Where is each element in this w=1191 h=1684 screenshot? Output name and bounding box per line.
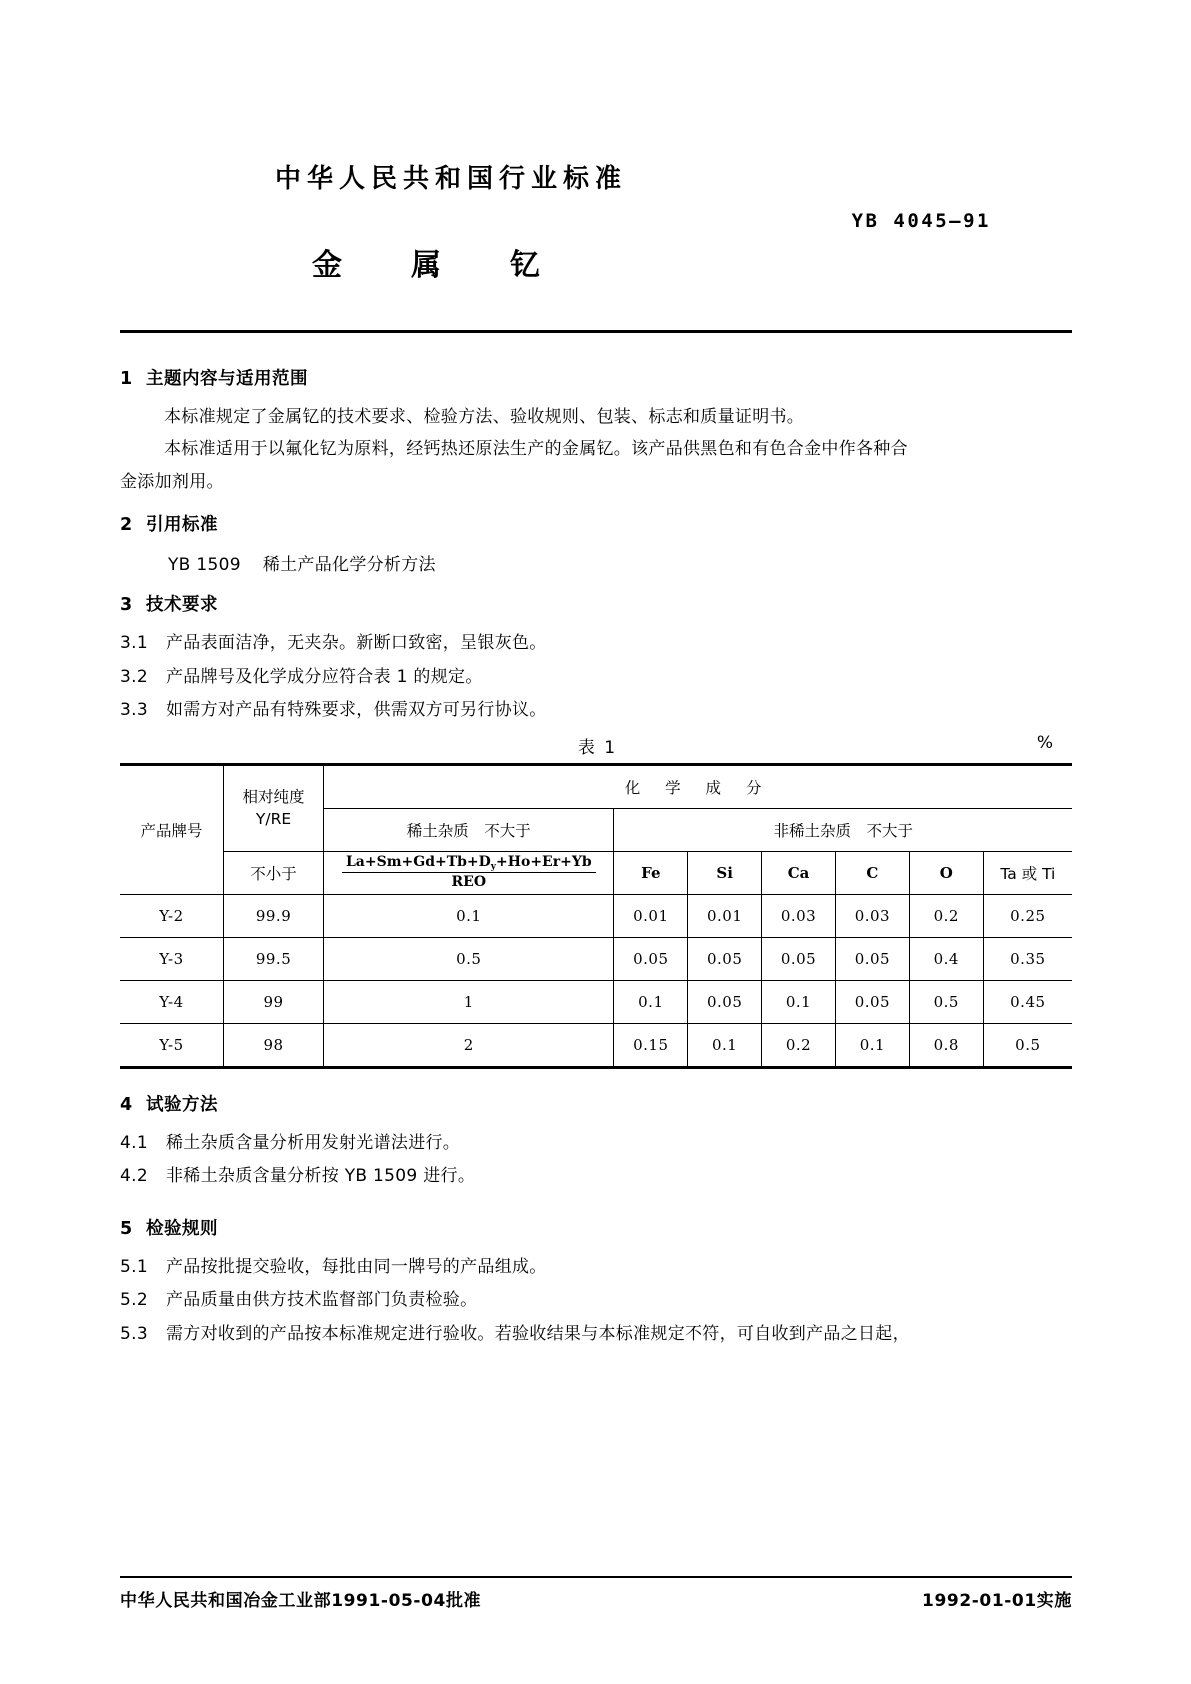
formula-denominator: REO <box>451 874 487 891</box>
clause-3-2 <box>120 664 1075 692</box>
cell-si: 0.05 <box>688 937 762 980</box>
section-title-2: 引用标准 <box>146 515 218 536</box>
header-relative-purity <box>223 764 323 851</box>
clause-text-5-3: 需方对收到的产品按本标准规定进行验收。若验收结果与本标准规定不符，可自收到产品之日起， <box>166 1323 910 1344</box>
section-title-3: 技术要求 <box>146 595 218 616</box>
header-rare-earth-impurity: 稀土杂质 不大于 <box>324 808 614 851</box>
clause-number-5-2: 5.2 <box>120 1290 148 1311</box>
header-rare-earth-formula <box>324 851 614 894</box>
cell-brand: Y-5 <box>120 1023 223 1067</box>
section-1-paragraph-3: 金添加剂用。 <box>120 471 224 492</box>
clause-5-3 <box>120 1321 1075 1349</box>
table-header-row-1 <box>120 764 1072 808</box>
clause-text-3-2: 产品牌号及化学成分应符合表 1 的规定。 <box>166 666 483 687</box>
cell-c: 0.03 <box>835 894 909 937</box>
referenced-standard-id: YB 1509 <box>168 555 241 576</box>
cell-purity: 99.5 <box>223 937 323 980</box>
section-heading-3 <box>120 591 1075 616</box>
section-number-4: 4 <box>120 1094 133 1115</box>
referenced-standard <box>120 550 1075 575</box>
cell-re-sum: 0.1 <box>324 894 614 937</box>
cell-re-sum: 1 <box>324 980 614 1023</box>
cell-purity: 99.9 <box>223 894 323 937</box>
cell-ta-or-ti: 0.45 <box>983 980 1072 1023</box>
clause-4-1 <box>120 1130 1075 1158</box>
clause-text-5-1: 产品按批提交验收，每批由同一牌号的产品组成。 <box>166 1256 547 1277</box>
cell-ca: 0.03 <box>762 894 836 937</box>
cell-ta-or-ti: 0.35 <box>983 937 1072 980</box>
formula-numerator-pre: La+Sm+Gd+Tb+D <box>345 853 491 870</box>
section-number-5: 5 <box>120 1218 133 1239</box>
cell-fe: 0.01 <box>614 894 688 937</box>
cell-purity: 99 <box>223 980 323 1023</box>
clause-3-3 <box>120 697 1075 725</box>
chemical-composition-table <box>120 763 1072 1069</box>
cell-fe: 0.15 <box>614 1023 688 1067</box>
section-title-5: 检验规则 <box>146 1218 218 1239</box>
cell-brand: Y-2 <box>120 894 223 937</box>
cell-fe: 0.05 <box>614 937 688 980</box>
footer-divider <box>120 1576 1072 1578</box>
header-element-fe: Fe <box>614 851 688 894</box>
cell-c: 0.1 <box>835 1023 909 1067</box>
header-element-si: Si <box>688 851 762 894</box>
section-number-3: 3 <box>120 595 133 616</box>
cell-ca: 0.1 <box>762 980 836 1023</box>
cell-ta-or-ti: 0.25 <box>983 894 1072 937</box>
clause-4-2 <box>120 1163 1075 1191</box>
cell-si: 0.01 <box>688 894 762 937</box>
cell-brand: Y-4 <box>120 980 223 1023</box>
clause-text-3-3: 如需方对产品有特殊要求，供需双方可另行协议。 <box>166 700 547 721</box>
header-element-ca: Ca <box>762 851 836 894</box>
cell-o: 0.4 <box>909 937 983 980</box>
standard-number: YB 4045—91 <box>851 210 991 232</box>
page-footer <box>120 1586 1072 1616</box>
header-element-c: C <box>835 851 909 894</box>
header-purity-not-less-than: 不小于 <box>223 851 323 894</box>
cell-ta-or-ti: 0.5 <box>983 1023 1072 1067</box>
document-body <box>120 365 1075 1354</box>
cell-ca: 0.05 <box>762 937 836 980</box>
cell-re-sum: 0.5 <box>324 937 614 980</box>
cell-ca: 0.2 <box>762 1023 836 1067</box>
footer-effective-date: 1992-01-01实施 <box>922 1591 1072 1611</box>
header-element-o: O <box>909 851 983 894</box>
table-row <box>120 937 1072 980</box>
section-heading-4 <box>120 1091 1075 1116</box>
formula-numerator-post: +Ho+Er+Yb <box>496 853 592 870</box>
clause-number-3-2: 3.2 <box>120 666 148 687</box>
clause-5-2 <box>120 1287 1075 1315</box>
section-number-2: 2 <box>120 515 133 536</box>
clause-number-4-2: 4.2 <box>120 1166 148 1187</box>
clause-5-1 <box>120 1254 1075 1282</box>
cell-fe: 0.1 <box>614 980 688 1023</box>
cell-si: 0.05 <box>688 980 762 1023</box>
header-chemical-composition: 化 学 成 分 <box>324 764 1072 808</box>
cell-o: 0.5 <box>909 980 983 1023</box>
cell-purity: 98 <box>223 1023 323 1067</box>
rare-earth-formula-fraction <box>342 854 596 892</box>
cell-o: 0.2 <box>909 894 983 937</box>
cell-c: 0.05 <box>835 980 909 1023</box>
section-number-1: 1 <box>120 369 133 389</box>
header-non-rare-earth-impurity: 非稀土杂质 不大于 <box>614 808 1072 851</box>
page-title: 金 属 钇 <box>312 248 543 283</box>
footer-approval-text: 中华人民共和国冶金工业部1991-05-04批准 <box>120 1591 482 1611</box>
section-1-paragraph-1: 本标准规定了金属钇的技术要求、检验方法、验收规则、包装、标志和质量证明书。 <box>164 407 805 427</box>
table-row <box>120 980 1072 1023</box>
clause-number-3-3: 3.3 <box>120 700 148 721</box>
clause-number-3-1: 3.1 <box>120 633 148 654</box>
header-product-brand: 产品牌号 <box>120 764 223 894</box>
header-divider <box>120 330 1072 333</box>
clause-text-5-2: 产品质量由供方技术监督部门负责检验。 <box>166 1290 478 1311</box>
header-relative-purity-line1: 相对纯度 <box>242 787 305 806</box>
clause-number-5-1: 5.1 <box>120 1256 148 1277</box>
header-element-ta-or-ti: Ta 或 Ti <box>983 851 1072 894</box>
cell-o: 0.8 <box>909 1023 983 1067</box>
clause-text-4-1: 稀土杂质含量分析用发射光谱法进行。 <box>166 1132 461 1153</box>
clause-text-4-2: 非稀土杂质含量分析按 YB 1509 进行。 <box>166 1166 476 1187</box>
table-caption: 表 1 <box>577 737 618 758</box>
cell-re-sum: 2 <box>324 1023 614 1067</box>
section-heading-2 <box>120 511 1075 536</box>
masthead-title: 中华人民共和国行业标准 <box>275 164 628 194</box>
table-row <box>120 894 1072 937</box>
formula-numerator-subscript: y <box>490 861 497 872</box>
clause-number-5-3: 5.3 <box>120 1323 148 1344</box>
section-1-paragraph-2: 本标准适用于以氟化钇为原料，经钙热还原法生产的金属钇。该产品供黑色和有色合金中作各种合 <box>164 439 908 460</box>
header-relative-purity-line2: Y/RE <box>255 810 292 829</box>
table-unit-label: % <box>1036 732 1053 753</box>
referenced-standard-title: 稀土产品化学分析方法 <box>262 555 436 576</box>
table-row <box>120 1023 1072 1067</box>
cell-brand: Y-3 <box>120 937 223 980</box>
table-caption-row <box>120 733 1075 761</box>
clause-text-3-1: 产品表面洁净，无夹杂。新断口致密，呈银灰色。 <box>166 633 547 654</box>
cell-c: 0.05 <box>835 937 909 980</box>
clause-3-1 <box>120 630 1075 658</box>
section-title-1: 主题内容与适用范围 <box>146 369 308 389</box>
section-heading-1 <box>120 365 1075 390</box>
clause-number-4-1: 4.1 <box>120 1132 148 1153</box>
formula-numerator <box>342 854 596 874</box>
section-heading-5 <box>120 1215 1075 1240</box>
section-title-4: 试验方法 <box>146 1094 218 1115</box>
cell-si: 0.1 <box>688 1023 762 1067</box>
